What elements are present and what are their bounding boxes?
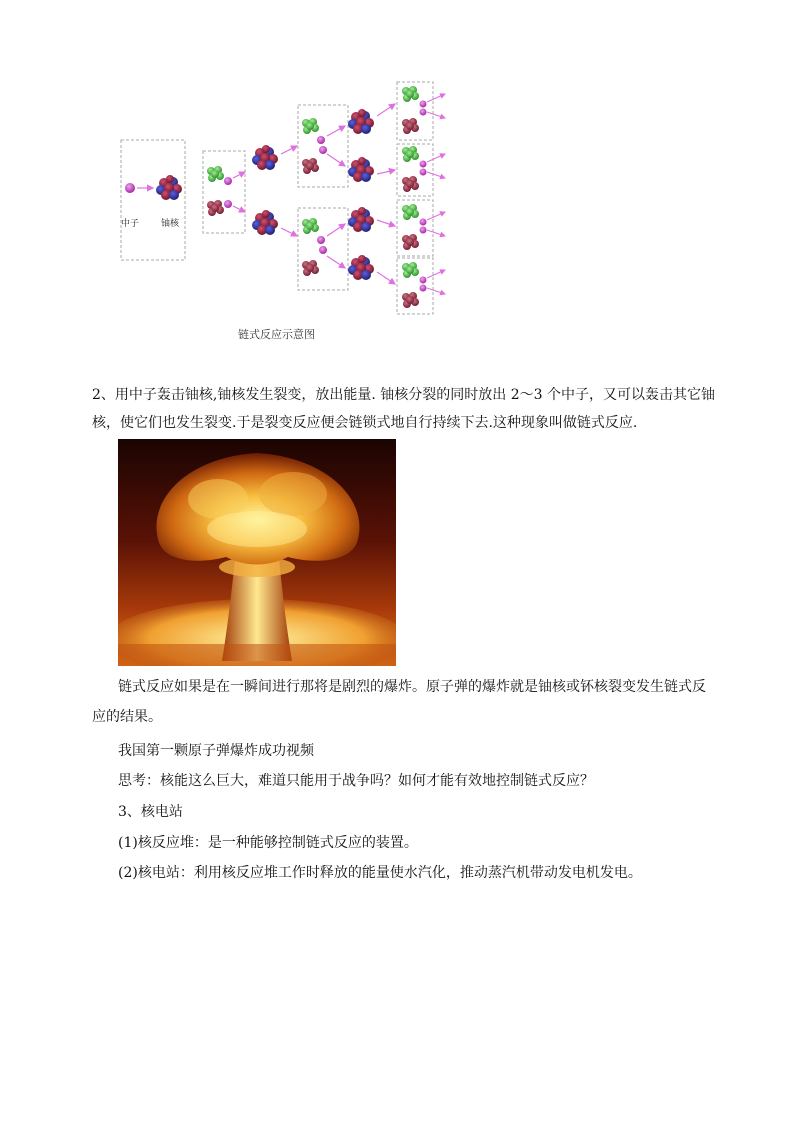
mushroom-cloud-photo	[118, 439, 396, 666]
video-title: 我国第一颗原子弹爆炸成功视频	[118, 743, 314, 759]
list-item: (1)核反应堆：是一种能够控制链式反应的装置。	[118, 835, 418, 851]
neutron-icon	[125, 183, 135, 193]
neutron-label: 中子	[121, 219, 140, 229]
think-question: 思考：核能这么巨大，难道只能用于战争吗？如何才能有效地控制链式反应？	[118, 773, 594, 789]
list-item: (2)核电站：利用核反应堆工作时释放的能量使水汽化，推动蒸汽机带动发电机发电。	[118, 865, 642, 881]
section-heading: 3、核电站	[118, 804, 183, 820]
paragraph-line: 链式反应如果是在一瞬间进行那将是剧烈的爆炸。原子弹的爆炸就是铀核或钚核裂变发生链式反	[118, 679, 706, 695]
uranium-label: 铀核	[161, 219, 180, 229]
paragraph-line: 2、用中子轰击铀核,铀核发生裂变，放出能量. 铀核分裂的同时放出 2～3 个中子，又可以轰击其它铀	[92, 387, 715, 403]
paragraph-line: 应的结果。	[92, 709, 162, 725]
chain-reaction-diagram	[115, 78, 455, 348]
diagram-caption: 链式反应示意图	[238, 328, 315, 341]
paragraph-line: 核，使它们也发生裂变.于是裂变反应便会链锁式地自行持续下去.这种现象叫做链式反应.	[92, 415, 638, 431]
